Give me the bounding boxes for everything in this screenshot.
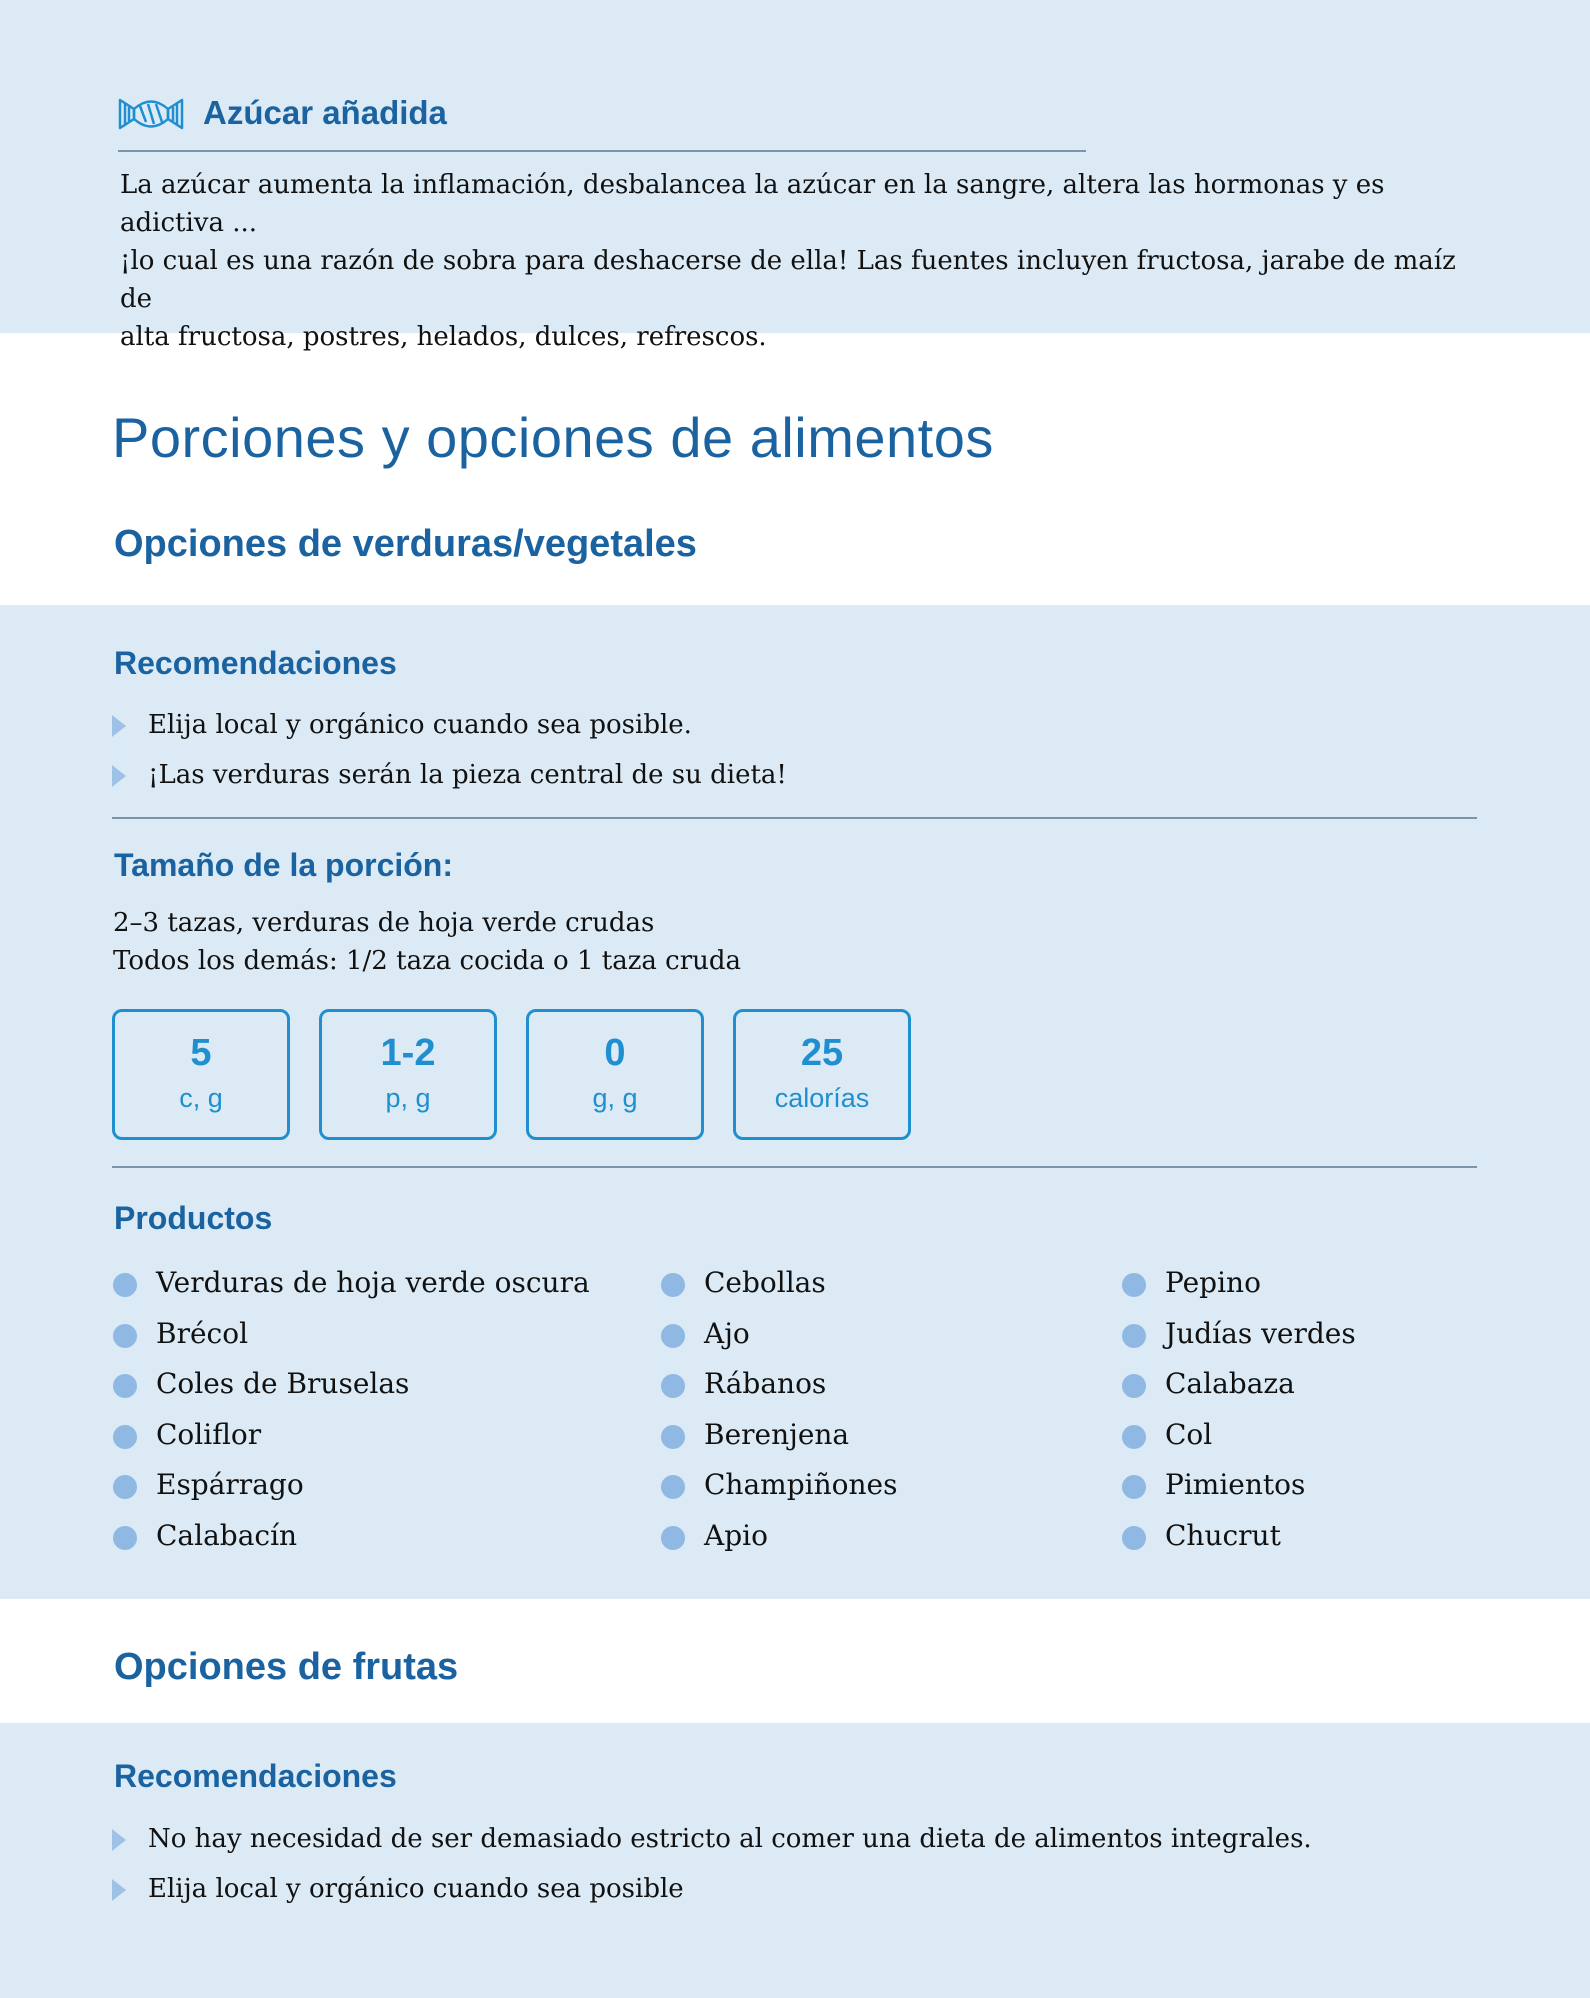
fruits-recommendations-heading: Recomendaciones [114,1758,397,1794]
macro-value: 1-2 [380,1032,436,1074]
product-name: Calabaza [1165,1367,1295,1400]
macro-box-fat [526,1009,704,1140]
product-name: Verduras de hoja verde oscura [156,1266,590,1299]
product-name: Coles de Bruselas [156,1367,410,1400]
products-heading: Productos [114,1200,273,1236]
vegetables-recommendations-heading: Recomendaciones [114,645,397,681]
vegetables-heading: Opciones de verduras/vegetales [114,523,697,565]
dot-bullet-icon [113,1324,137,1348]
product-name: Judías verdes [1165,1316,1356,1350]
macro-box-protein [319,1009,497,1140]
product-name: Chucrut [1165,1518,1281,1552]
dot-bullet-icon [661,1475,685,1499]
dot-bullet-icon [1122,1475,1146,1499]
sugar-text-line: ¡lo cual es una razón de sobra para deshacerse de ella! Las fuentes incluyen fructosa, jarabe de maíz de [120,246,1456,314]
recommendation-text: ¡Las verduras serán la pieza central de su dieta! [148,760,787,790]
product-name: Pepino [1165,1266,1261,1299]
macro-box-carbs [112,1009,290,1140]
product-name: Coliflor [156,1417,262,1451]
product-name: Pimientos [1165,1468,1306,1501]
product-name: Col [1165,1417,1213,1451]
triangle-bullet-icon [112,715,126,737]
recommendation-text: Elija local y orgánico cuando sea posible [148,1874,684,1904]
macro-unit: g, g [592,1083,638,1113]
product-name: Rábanos [704,1367,827,1400]
fruits-heading: Opciones de frutas [114,1646,459,1688]
triangle-bullet-icon [112,1879,126,1901]
dot-bullet-icon [113,1475,137,1499]
sugar-divider [118,150,1086,152]
dot-bullet-icon [1122,1374,1146,1398]
dot-bullet-icon [113,1374,137,1398]
dot-bullet-icon [113,1425,137,1449]
product-name: Espárrago [156,1468,304,1501]
portion-size-heading: Tamaño de la porción: [114,847,453,883]
recommendation-text: Elija local y orgánico cuando sea posible. [148,710,692,740]
dot-bullet-icon [1122,1425,1146,1449]
dot-bullet-icon [113,1526,137,1550]
sugar-text-line: La azúcar aumenta la inflamación, desbalancea la azúcar en la sangre, altera las hormonas y es adictiva ... [120,170,1385,238]
macro-unit: calorías [774,1083,870,1113]
product-name: Apio [704,1518,768,1552]
dot-bullet-icon [113,1273,137,1297]
macro-unit: c, g [179,1083,223,1113]
macro-value: 0 [604,1032,626,1074]
sugar-heading: Azúcar añadida [203,94,447,131]
product-name: Champiñones [704,1468,898,1501]
product-name: Brécol [156,1316,249,1350]
candy-icon [118,96,184,132]
dot-bullet-icon [661,1374,685,1398]
triangle-bullet-icon [112,1829,126,1851]
product-name: Ajo [704,1316,750,1350]
macro-box-calories [733,1009,911,1140]
divider [112,817,1477,819]
macro-value: 25 [800,1032,844,1074]
dot-bullet-icon [661,1273,685,1297]
portion-line: 2–3 tazas, verduras de hoja verde crudas [113,908,655,938]
dot-bullet-icon [1122,1526,1146,1550]
dot-bullet-icon [661,1526,685,1550]
product-name: Calabacín [156,1518,298,1552]
triangle-bullet-icon [112,765,126,787]
dot-bullet-icon [1122,1324,1146,1348]
dot-bullet-icon [661,1324,685,1348]
recommendation-text: No hay necesidad de ser demasiado estricto al comer una dieta de alimentos integrales. [148,1824,1312,1854]
divider [112,1166,1477,1168]
sugar-text-line: alta fructosa, postres, helados, dulces, refrescos. [120,322,767,352]
macro-unit: p, g [385,1083,431,1113]
dot-bullet-icon [1122,1273,1146,1297]
product-name: Berenjena [704,1417,850,1451]
dot-bullet-icon [661,1425,685,1449]
portion-line: Todos los demás: 1/2 taza cocida o 1 taza cruda [113,946,742,976]
page-title: Porciones y opciones de alimentos [112,406,994,469]
product-name: Cebollas [704,1266,826,1299]
macro-value: 5 [190,1032,212,1074]
sugar-paragraph [120,166,1480,356]
